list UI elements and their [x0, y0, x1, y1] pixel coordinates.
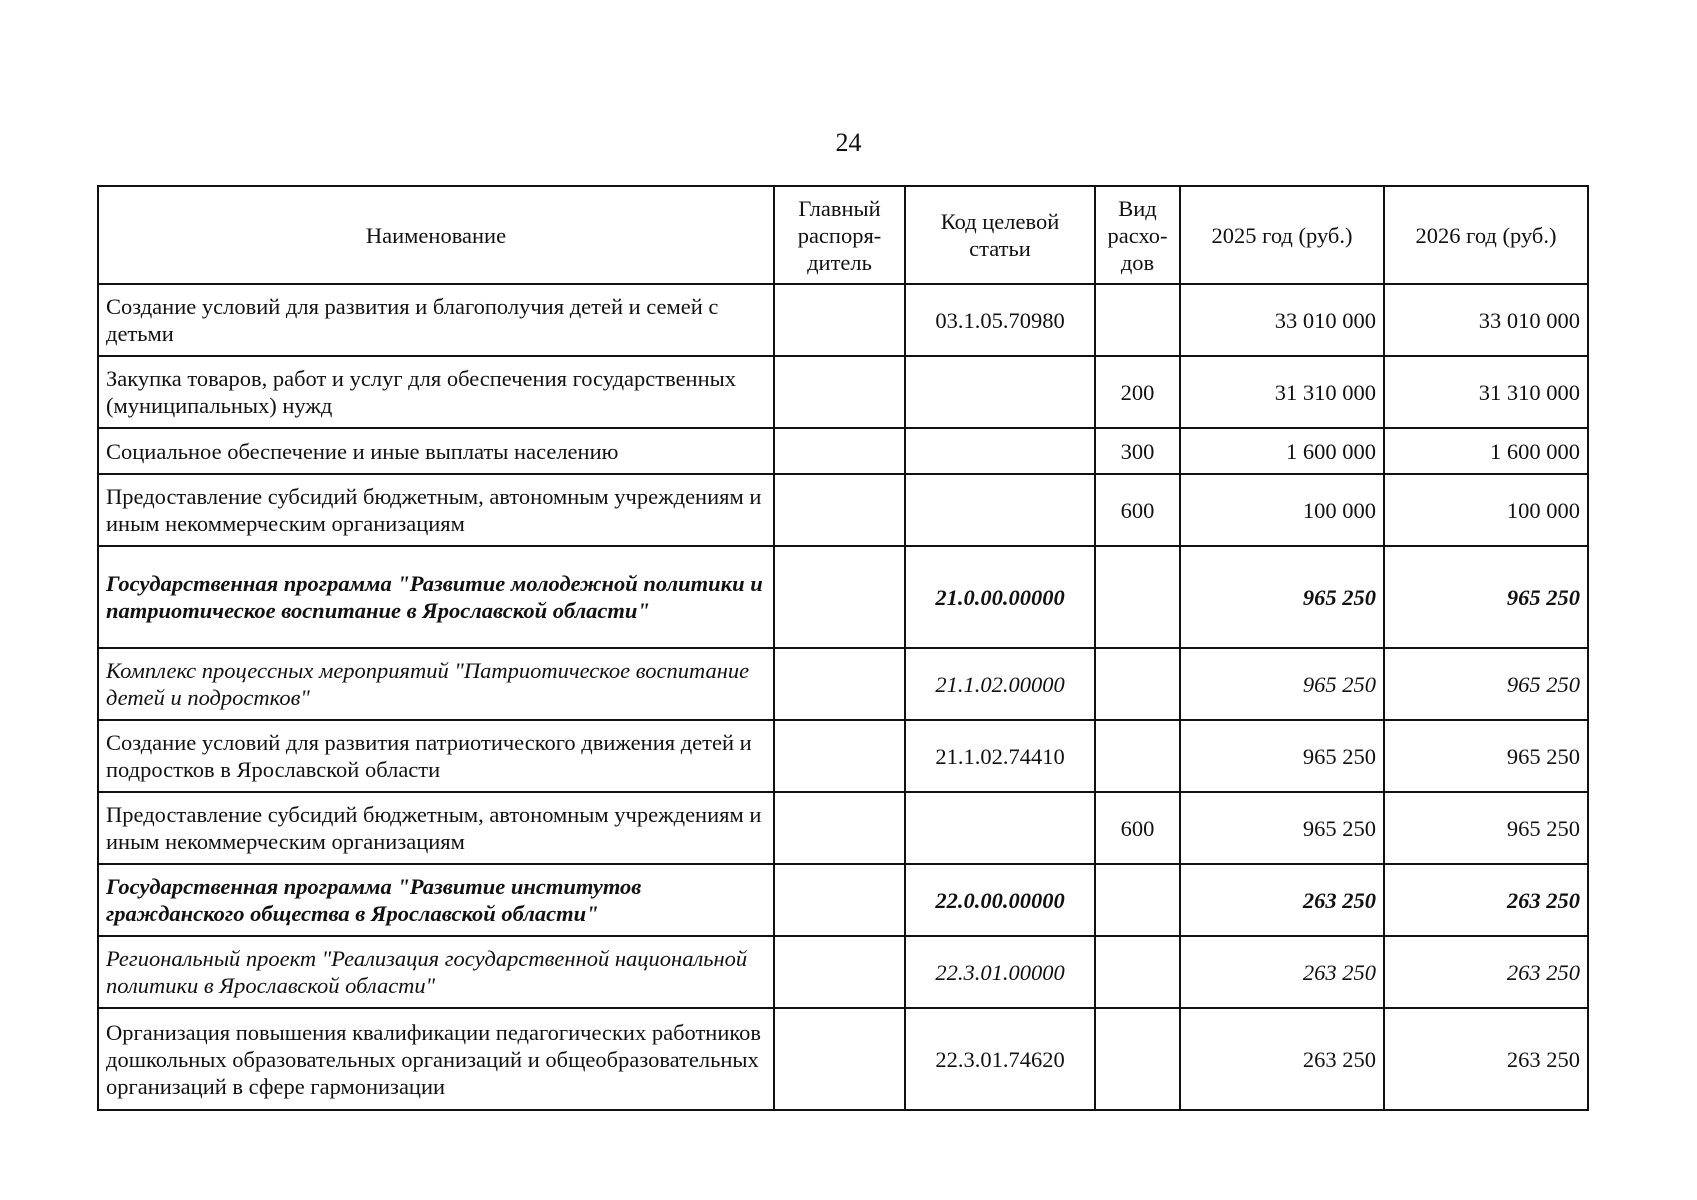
table-row-program [98, 864, 1588, 936]
table-row [98, 428, 1588, 474]
page-number: 24 [835, 128, 862, 157]
row-manager [774, 546, 905, 648]
table-row-complex [98, 648, 1588, 720]
table-header-row [98, 186, 1588, 284]
row-name: Создание условий для развития и благополучия детей и семей с детьми [98, 284, 774, 356]
row-code: 03.1.05.70980 [905, 284, 1095, 356]
row-name: Региональный проект "Реализация государственной национальной политики в Ярославской области" [98, 936, 774, 1008]
header-2025: 2025 год (руб.) [1180, 186, 1384, 284]
row-kind [1095, 648, 1180, 720]
row-kind [1095, 720, 1180, 792]
row-2025: 965 250 [1180, 648, 1384, 720]
row-2026: 965 250 [1384, 792, 1588, 864]
row-code: 21.1.02.00000 [905, 648, 1095, 720]
row-2025: 263 250 [1180, 936, 1384, 1008]
table-row [98, 284, 1588, 356]
table-row [98, 356, 1588, 428]
row-name: Предоставление субсидий бюджетным, автономным учреждениям и иным некоммерческим организациям [98, 792, 774, 864]
row-name: Организация повышения квалификации педагогических работников дошкольных образовательных организаций и общеобразовательных организаций в сфере гармонизации [98, 1008, 774, 1110]
row-2026: 965 250 [1384, 720, 1588, 792]
row-code: 21.1.02.74410 [905, 720, 1095, 792]
row-manager [774, 356, 905, 428]
row-kind [1095, 546, 1180, 648]
row-code: 21.0.00.00000 [905, 546, 1095, 648]
row-2026: 263 250 [1384, 1008, 1588, 1110]
budget-table [97, 185, 1589, 1111]
row-2025: 965 250 [1180, 792, 1384, 864]
row-kind: 300 [1095, 428, 1180, 474]
row-kind [1095, 864, 1180, 936]
row-manager [774, 284, 905, 356]
table-row [98, 1008, 1588, 1110]
row-2025: 263 250 [1180, 864, 1384, 936]
table-row-project [98, 936, 1588, 1008]
row-2026: 31 310 000 [1384, 356, 1588, 428]
row-kind: 600 [1095, 792, 1180, 864]
row-code [905, 428, 1095, 474]
row-code: 22.0.00.00000 [905, 864, 1095, 936]
row-kind [1095, 1008, 1180, 1110]
row-name: Государственная программа "Развитие институтов гражданского общества в Ярославской области" [98, 864, 774, 936]
row-code [905, 792, 1095, 864]
row-2026: 33 010 000 [1384, 284, 1588, 356]
table-row-program [98, 546, 1588, 648]
row-name: Закупка товаров, работ и услуг для обеспечения государственных (муниципальных) нужд [98, 356, 774, 428]
table-row [98, 720, 1588, 792]
row-code: 22.3.01.00000 [905, 936, 1095, 1008]
row-manager [774, 428, 905, 474]
row-name: Комплекс процессных мероприятий "Патриотическое воспитание детей и подростков" [98, 648, 774, 720]
row-name: Государственная программа "Развитие молодежной политики и патриотическое воспитание в Ярославской области" [98, 546, 774, 648]
header-code: Код целевой статьи [905, 186, 1095, 284]
row-kind [1095, 284, 1180, 356]
row-2025: 1 600 000 [1180, 428, 1384, 474]
row-2026: 965 250 [1384, 648, 1588, 720]
table-row [98, 792, 1588, 864]
row-manager [774, 648, 905, 720]
row-kind [1095, 936, 1180, 1008]
header-kind: Вид расхо-дов [1095, 186, 1180, 284]
row-name: Создание условий для развития патриотического движения детей и подростков в Ярославской области [98, 720, 774, 792]
row-code [905, 356, 1095, 428]
row-2026: 1 600 000 [1384, 428, 1588, 474]
row-kind: 200 [1095, 356, 1180, 428]
header-2026: 2026 год (руб.) [1384, 186, 1588, 284]
row-manager [774, 792, 905, 864]
row-2026: 965 250 [1384, 546, 1588, 648]
row-manager [774, 720, 905, 792]
row-manager [774, 936, 905, 1008]
row-2025: 33 010 000 [1180, 284, 1384, 356]
row-2025: 31 310 000 [1180, 356, 1384, 428]
row-code [905, 474, 1095, 546]
table-row [98, 474, 1588, 546]
row-kind: 600 [1095, 474, 1180, 546]
row-2026: 100 000 [1384, 474, 1588, 546]
row-manager [774, 1008, 905, 1110]
row-name: Социальное обеспечение и иные выплаты населению [98, 428, 774, 474]
row-2026: 263 250 [1384, 936, 1588, 1008]
row-2025: 965 250 [1180, 720, 1384, 792]
row-code: 22.3.01.74620 [905, 1008, 1095, 1110]
header-manager: Главный распоря-дитель [774, 186, 905, 284]
row-2025: 100 000 [1180, 474, 1384, 546]
row-2026: 263 250 [1384, 864, 1588, 936]
row-manager [774, 474, 905, 546]
row-2025: 263 250 [1180, 1008, 1384, 1110]
row-name: Предоставление субсидий бюджетным, автономным учреждениям и иным некоммерческим организациям [98, 474, 774, 546]
header-name: Наименование [98, 186, 774, 284]
row-2025: 965 250 [1180, 546, 1384, 648]
row-manager [774, 864, 905, 936]
